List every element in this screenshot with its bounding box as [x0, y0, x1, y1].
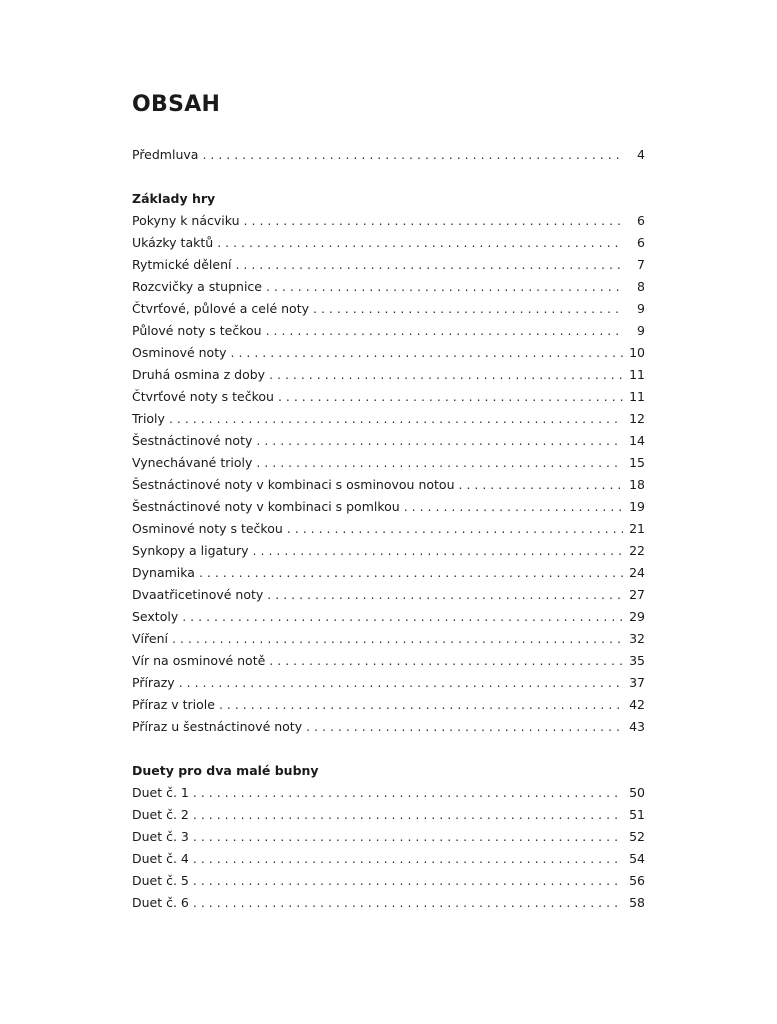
- toc-entry-page: 24: [629, 565, 645, 580]
- toc-entry[interactable]: [132, 804, 645, 826]
- toc-entry-page: 8: [637, 279, 645, 294]
- toc-entry-page: 54: [629, 851, 645, 866]
- dot-leader: [179, 672, 623, 694]
- toc-entry-page: 9: [637, 323, 645, 338]
- section-heading-zaklady-hry: Základy hry: [132, 191, 216, 206]
- section-heading-duety: Duety pro dva malé bubny: [132, 763, 319, 778]
- page-title: OBSAH: [132, 92, 221, 117]
- dot-leader: [169, 408, 623, 430]
- dot-leader: [193, 804, 623, 826]
- dot-leader: [287, 518, 623, 540]
- toc-entry[interactable]: [132, 540, 645, 562]
- toc-entry-title: Dynamika: [132, 565, 195, 580]
- dot-leader: [269, 650, 623, 672]
- toc-entry-page: 58: [629, 895, 645, 910]
- toc-entry-title: Půlové noty s tečkou: [132, 323, 262, 338]
- toc-entry[interactable]: [132, 848, 645, 870]
- dot-leader: [193, 782, 623, 804]
- toc-entry[interactable]: [132, 562, 645, 584]
- dot-leader: [253, 540, 623, 562]
- toc-entry[interactable]: [132, 430, 645, 452]
- toc-entry-page: 19: [629, 499, 645, 514]
- toc-entry[interactable]: [132, 518, 645, 540]
- toc-entry-title: Druhá osmina z doby: [132, 367, 266, 382]
- toc-entry-page: 15: [629, 455, 645, 470]
- dot-leader: [193, 848, 623, 870]
- dot-leader: [172, 628, 623, 650]
- toc-entry[interactable]: [132, 672, 645, 694]
- toc-entry-title: Duet č. 2: [132, 807, 189, 822]
- toc-entry-page: 6: [637, 213, 645, 228]
- toc-entry-title: Duet č. 5: [132, 873, 189, 888]
- toc-entry-title: Čtvrťové noty s tečkou: [132, 389, 274, 404]
- toc-entry-page: 42: [629, 697, 645, 712]
- toc-entry[interactable]: [132, 298, 645, 320]
- dot-leader: [256, 452, 623, 474]
- dot-leader: [219, 694, 623, 716]
- toc-entry[interactable]: [132, 628, 645, 650]
- dot-leader: [193, 870, 623, 892]
- toc-entry[interactable]: [132, 386, 645, 408]
- dot-leader: [193, 826, 623, 848]
- toc-entry-title: Víření: [132, 631, 168, 646]
- dot-leader: [202, 144, 623, 166]
- section-entries: [132, 782, 645, 914]
- toc-entry-title: Ukázky taktů: [132, 235, 214, 250]
- toc-entry-page: 4: [637, 147, 645, 162]
- toc-entry-page: 6: [637, 235, 645, 250]
- toc-entry-page: 43: [629, 719, 645, 734]
- toc-entry-page: 29: [629, 609, 645, 624]
- toc-entry[interactable]: [132, 694, 645, 716]
- toc-entry[interactable]: [132, 364, 645, 386]
- toc-entry-page: 56: [629, 873, 645, 888]
- toc-entry-page: 32: [629, 631, 645, 646]
- table-of-contents: [132, 144, 645, 914]
- toc-entry-page: 11: [629, 367, 645, 382]
- toc-entry[interactable]: [132, 892, 645, 914]
- dot-leader: [182, 606, 623, 628]
- toc-entry-title: Sextoly: [132, 609, 179, 624]
- toc-entry[interactable]: [132, 210, 645, 232]
- toc-entry[interactable]: [132, 254, 645, 276]
- toc-entry-title: Duet č. 3: [132, 829, 189, 844]
- toc-entry-preface[interactable]: [132, 144, 645, 166]
- dot-leader: [266, 320, 623, 342]
- toc-entry-title: Šestnáctinové noty v kombinaci s pomlkou: [132, 499, 400, 514]
- toc-entry-title: Rozcvičky a stupnice: [132, 279, 262, 294]
- dot-leader: [266, 276, 623, 298]
- toc-entry-title: Pokyny k nácviku: [132, 213, 240, 228]
- toc-entry[interactable]: [132, 650, 645, 672]
- toc-entry[interactable]: [132, 826, 645, 848]
- toc-entry[interactable]: [132, 408, 645, 430]
- toc-entry[interactable]: [132, 342, 645, 364]
- toc-entry-title: Čtvrťové, půlové a celé noty: [132, 301, 309, 316]
- toc-entry-title: Dvaatřicetinové noty: [132, 587, 264, 602]
- dot-leader: [231, 342, 623, 364]
- dot-leader: [244, 210, 623, 232]
- dot-leader: [278, 386, 623, 408]
- toc-entry[interactable]: [132, 474, 645, 496]
- toc-entry-page: 50: [629, 785, 645, 800]
- toc-entry-page: 18: [629, 477, 645, 492]
- dot-leader: [267, 584, 623, 606]
- dot-leader: [306, 716, 623, 738]
- toc-entry-title: Duet č. 4: [132, 851, 189, 866]
- dot-leader: [217, 232, 623, 254]
- toc-entry[interactable]: [132, 870, 645, 892]
- toc-entry-page: 51: [629, 807, 645, 822]
- dot-leader: [459, 474, 624, 496]
- toc-entry-title: Vynechávané trioly: [132, 455, 253, 470]
- dot-leader: [199, 562, 623, 584]
- toc-entry-page: 9: [637, 301, 645, 316]
- toc-entry-title: Předmluva: [132, 147, 199, 162]
- toc-entry-title: Vír na osminové notě: [132, 653, 266, 668]
- toc-entry-page: 22: [629, 543, 645, 558]
- toc-entry[interactable]: [132, 584, 645, 606]
- toc-entry-title: Osminové noty s tečkou: [132, 521, 283, 536]
- toc-entry[interactable]: [132, 276, 645, 298]
- toc-entry-page: 21: [629, 521, 645, 536]
- dot-leader: [256, 430, 623, 452]
- dot-leader: [235, 254, 623, 276]
- toc-entry-title: Duet č. 6: [132, 895, 189, 910]
- dot-leader: [313, 298, 623, 320]
- dot-leader: [404, 496, 623, 518]
- section-entries: [132, 210, 645, 738]
- toc-entry[interactable]: [132, 606, 645, 628]
- toc-entry-title: Trioly: [132, 411, 165, 426]
- toc-entry-title: Rytmické dělení: [132, 257, 232, 272]
- toc-entry[interactable]: [132, 496, 645, 518]
- toc-entry[interactable]: [132, 716, 645, 738]
- dot-leader: [193, 892, 623, 914]
- toc-entry-page: 11: [629, 389, 645, 404]
- toc-entry-title: Šestnáctinové noty v kombinaci s osminovou notou: [132, 477, 455, 492]
- toc-entry-page: 52: [629, 829, 645, 844]
- toc-entry-page: 10: [629, 345, 645, 360]
- toc-entry-page: 27: [629, 587, 645, 602]
- toc-entry-page: 37: [629, 675, 645, 690]
- toc-entry[interactable]: [132, 452, 645, 474]
- toc-entry-page: 7: [637, 257, 645, 272]
- dot-leader: [269, 364, 623, 386]
- toc-entry[interactable]: [132, 782, 645, 804]
- toc-entry-title: Duet č. 1: [132, 785, 189, 800]
- toc-entry-title: Synkopy a ligatury: [132, 543, 249, 558]
- toc-entry[interactable]: [132, 232, 645, 254]
- toc-entry-title: Šestnáctinové noty: [132, 433, 253, 448]
- toc-entry-title: Příraz v triole: [132, 697, 215, 712]
- toc-entry-title: Přírazy: [132, 675, 175, 690]
- toc-entry-page: 35: [629, 653, 645, 668]
- toc-entry-page: 12: [629, 411, 645, 426]
- toc-entry-title: Příraz u šestnáctinové noty: [132, 719, 303, 734]
- toc-entry-title: Osminové noty: [132, 345, 227, 360]
- toc-entry[interactable]: [132, 320, 645, 342]
- toc-entry-page: 14: [629, 433, 645, 448]
